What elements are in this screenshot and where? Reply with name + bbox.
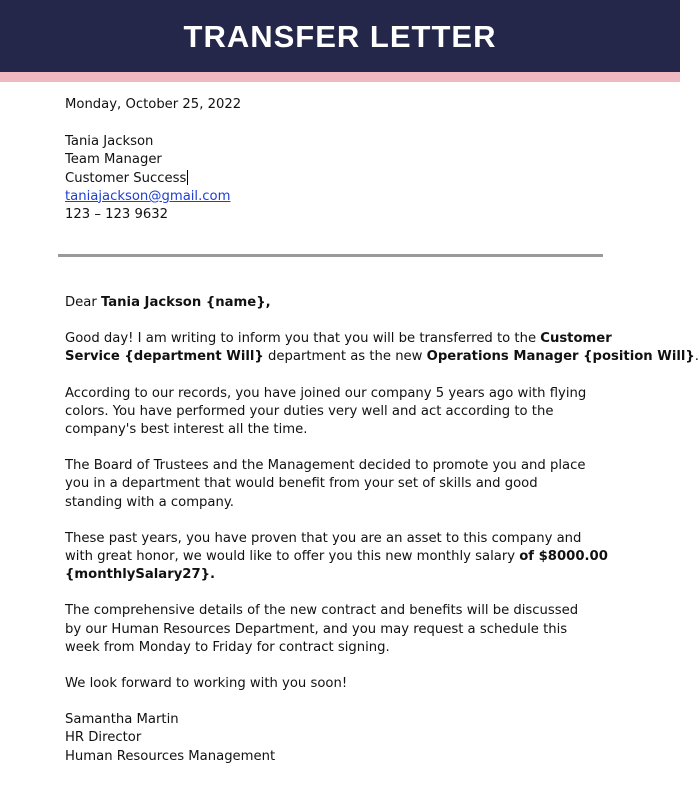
recipient-position: Team Manager [65,152,162,168]
paragraph-1-line-1 [65,330,625,348]
paragraph-3-line-2: you in a department that would benefit from your set of skills and good [65,476,538,492]
salutation [65,294,625,312]
paragraph-3-line-3: standing with a company. [65,494,234,510]
p4-salary-placeholder: {monthlySalary27}. [65,567,216,583]
text-cursor [187,170,188,185]
spacer [65,114,625,133]
salutation-prefix: Dear [65,295,101,310]
header-banner [0,0,680,72]
signature-name: Samantha Martin [65,712,179,728]
paragraph-4-line-1: These past years, you have proven that you are an asset to this company and [65,530,582,546]
sender-block [65,96,625,224]
p1-text1: Good day! I am writing to inform you that you will be transferred to the [65,331,541,347]
paragraph-5-line-3: week from Monday to Friday for contract signing. [65,639,390,655]
paragraph-2-line-1: According to our records, you have joined our company 5 years ago with flying [65,385,587,401]
spacer [65,693,625,711]
paragraph-5-line-2: by our Human Resources Department, and you may request a schedule this [65,621,568,637]
spacer [65,439,625,457]
salutation-name: Tania Jackson {name}, [100,295,271,310]
recipient-name: Tania Jackson [65,134,154,150]
recipient-department-line [65,170,625,188]
paragraph-4-line-3 [65,566,625,584]
paragraph-2-line-2: colors. You have performed your duties very well and act according to the [65,403,554,419]
recipient-email-link[interactable]: taniajackson@gmail.com [65,188,231,204]
recipient-department: Customer Success [65,170,187,186]
signature-department: Human Resources Management [65,748,276,764]
paragraph-4-line-2 [65,548,625,566]
p1-bold1b: Service {department Will} [65,349,264,365]
letter-main [65,294,699,766]
p4-salary: of $8000.00 [519,549,608,565]
p1-bold1a: Customer [540,331,612,347]
p4-text: with great honor, we would like to offer you this new monthly salary [65,549,520,565]
page-title: TRANSFER LETTER [183,19,497,54]
paragraph-1-line-2 [65,348,699,366]
spacer [65,312,625,330]
section-divider [58,254,603,257]
p1-text3: . [694,349,699,365]
recipient-phone: 123 – 123 9632 [65,207,169,223]
letter-date: Monday, October 25, 2022 [65,97,242,112]
letter-body [65,96,625,224]
spacer [65,512,625,530]
signature-title: HR Director [65,730,142,746]
spacer [65,367,625,385]
spacer [65,657,625,675]
accent-strip [0,72,680,82]
closing-line: We look forward to working with you soon! [65,676,348,692]
spacer [65,584,625,602]
paragraph-2-line-3: company's best interest all the time. [65,422,308,438]
paragraph-3-line-1: The Board of Trustees and the Management decided to promote you and place [65,458,586,474]
paragraph-5-line-1: The comprehensive details of the new contract and benefits will be discussed [65,603,579,619]
p1-bold2: Operations Manager {position Will} [426,349,695,365]
p1-text2: department as the new [263,349,427,365]
